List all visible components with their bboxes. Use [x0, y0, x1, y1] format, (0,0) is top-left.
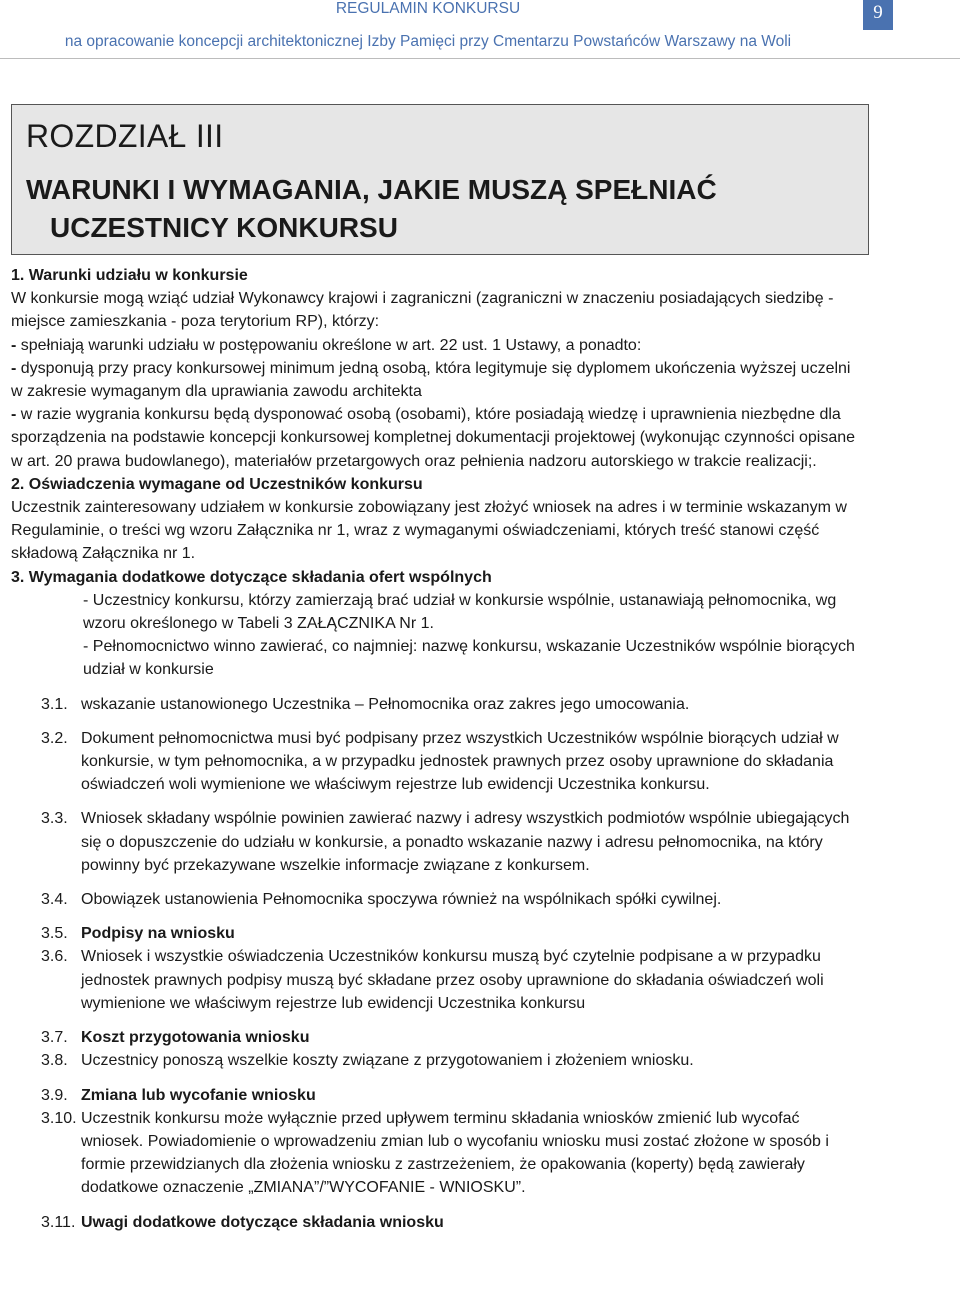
chapter-subtitle-line2: UCZESTNICY KONKURSU	[50, 212, 398, 243]
section-3-para-2: - Pełnomocnictwo winno zawierać, co najmniej: nazwę konkursu, wskazanie Uczestników wspólnie biorących udział w konkursie	[83, 638, 855, 679]
section-1-intro: W konkursie mogą wziąć udział Wykonawcy krajowi i zagraniczni (zagraniczni w znaczeniu posiadających siedzibę - miejsce zamieszkania - poza terytorium RP), którzy:	[11, 290, 834, 331]
list-item: 3.8. Uczestnicy ponoszą wszelkie koszty związane z przygotowaniem i złożeniem wniosku.	[41, 1052, 694, 1070]
list-item: 3.7. Koszt przygotowania wniosku	[41, 1029, 310, 1047]
section-1-bullet-2: - dysponują przy pracy konkursowej minimum jedną osobą, która legitymuje się dyplomem ukończenia wyższej uczelni w zakresie wymaganym dla uprawiania zawodu architekta	[11, 359, 851, 401]
list-item: 3.6. Wniosek i wszystkie oświadczenia Uczestników konkursu muszą być czytelnie podpisane a w przypadku jednostek prawnych podpisy muszą być składane przez osoby uprawnione do składania oświadczeń woli wymienione we właściwym rejestrze lub ewidencji Uczestnika konkursu	[41, 948, 824, 1012]
section-2-heading: 2. Oświadczenia wymagane od Uczestników konkursu	[11, 475, 423, 493]
section-1-bullet-3: - w razie wygrania konkursu będą dysponować osobą (osobami), które posiadają wiedzę i uprawnienia niezbędne dla sporządzenia na podstawie koncepcji konkursowej kompletnej dokumentacji projektowej (wykonując czynności opisane w art. 20 prawa budowlanego), materiałów przetargowych oraz pełnienia nadzoru autorskiego w trakcie realizacji;.	[11, 406, 856, 470]
header-divider	[0, 58, 960, 59]
list-item: 3.10. Uczestnik konkursu może wyłącznie przed upływem terminu składania wniosków zmienić lub wycofać wniosek. Powiadomienie o wprowadzeniu zmian lub o wycofaniu wniosku musi zostać złożone w sposób i formie przewidzianych dla złożenia wniosku z zastrzeżeniem, że opakowania (koperty) będą zawierały dodatkowe oznaczenie „ZMIANA”/”WYCOFANIE - WNIOSKU”.	[41, 1109, 829, 1197]
list-item: 3.9. Zmiana lub wycofanie wniosku	[41, 1086, 316, 1104]
list-item: 3.5. Podpisy na wniosku	[41, 925, 235, 943]
chapter-subtitle	[26, 171, 826, 247]
section-3-para-1: - Uczestnicy konkursu, którzy zamierzają brać udział w konkursie wspólnie, ustanawiają pełnomocnika, wg wzoru określonego w Tabeli 3 ZAŁĄCZNIKA Nr 1.	[83, 591, 837, 633]
list-item: 3.4. Obowiązek ustanowienia Pełnomocnika spoczywa również na wspólnikach spółki cywilnej.	[41, 891, 722, 909]
section-1-heading: 1. Warunki udziału w konkursie	[11, 267, 248, 284]
list-item: 3.2. Dokument pełnomocnictwa musi być podpisany przez wszystkich Uczestników wspólnie biorących udział w konkursie, w tym pełnomocnika, a w przypadku jednostek prawnych przez osoby uprawnione do składania oświadczeń woli wymienione we właściwym rejestrze lub ewidencji Uczestnika konkursu.	[41, 729, 839, 794]
document-subtitle: na opracowanie koncepcji architektonicznej Izby Pamięci przy Cmentarzu Powstańców Warszawy na Woli	[64, 33, 792, 50]
list-item: 3.1. wskazanie ustanowionego Uczestnika – Pełnomocnika oraz zakres jego umocowania.	[41, 695, 690, 713]
section-1-bullet-1: - spełniają warunki udziału w postępowaniu określone w art. 22 ust. 1 Ustawy, a ponadto:	[11, 336, 642, 354]
list-item: 3.11. Uwagi dodatkowe dotyczące składania wniosku	[41, 1213, 444, 1231]
section-2-body: Uczestnik zainteresowany udziałem w konkursie zobowiązany jest złożyć wniosek na adres i w terminie wskazanym w Regulaminie, o treści wg wzoru Załącznika nr 1, wraz z wymaganymi oświadczeniami, których treść stanowi część składową Załącznika nr 1.	[11, 499, 847, 563]
page-number-badge: 9	[863, 0, 893, 30]
document-body	[11, 264, 856, 1234]
chapter-subtitle-line1: WARUNKI I WYMAGANIA, JAKIE MUSZĄ SPEŁNIAĆ	[26, 174, 717, 205]
section-3-heading: 3. Wymagania dodatkowe dotyczące składania ofert wspólnych	[11, 568, 492, 586]
list-item: 3.3. Wniosek składany wspólnie powinien zawierać nazwy i adresy wszystkich podmiotów wspólnie ubiegających się o dopuszczenie do udziału w konkursie, a ponadto wskazanie nazwy i adresu pełnomocnika, na który powinny być przekazywane wszelkie informacje związane z konkursem.	[41, 810, 850, 874]
chapter-heading-box	[11, 104, 869, 255]
chapter-title: ROZDZIAŁ III	[26, 118, 224, 154]
document-title: REGULAMIN KONKURSU	[335, 0, 521, 17]
